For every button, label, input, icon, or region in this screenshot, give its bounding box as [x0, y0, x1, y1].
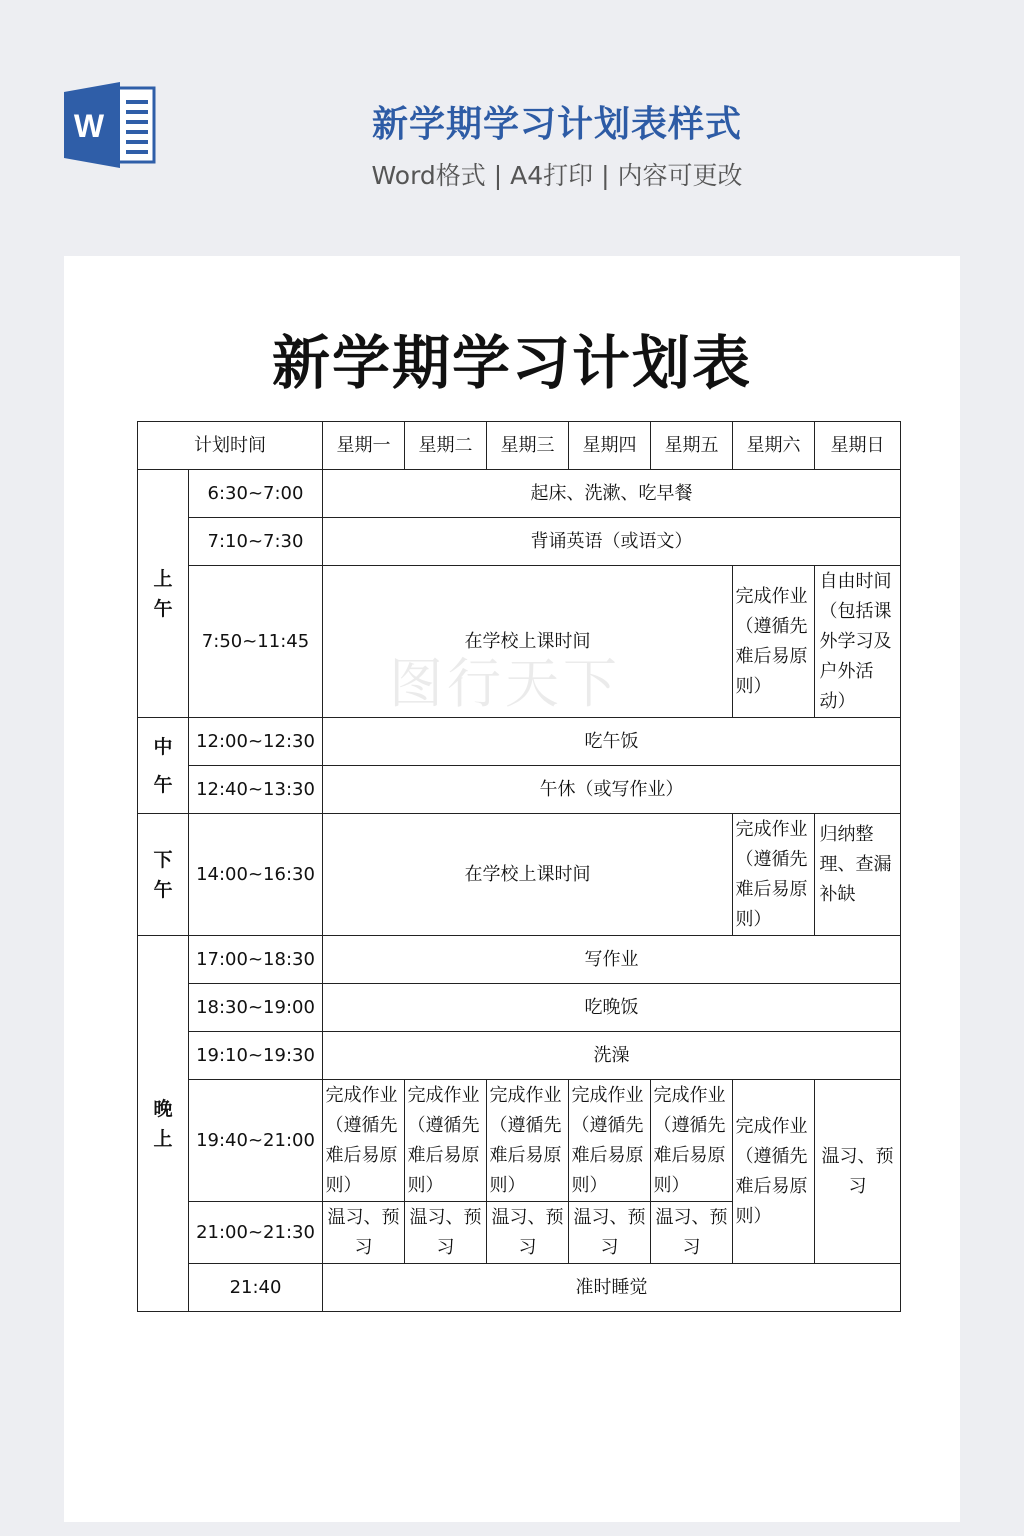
activity-cell: 写作业 [323, 936, 901, 984]
saturday-cell: 完成作业（遵循先难后易原则） [733, 1080, 815, 1264]
table-row [138, 470, 901, 518]
sunday-cell: 归纳整理、查漏补缺 [815, 814, 901, 936]
time-cell: 6:30~7:00 [189, 470, 323, 518]
friday-cell: 完成作业（遵循先难后易原则） [651, 1080, 733, 1202]
friday-cell: 温习、预习 [651, 1202, 733, 1264]
sunday-cell: 自由时间（包括课外学习及户外活动） [815, 566, 901, 718]
word-icon [64, 82, 156, 168]
activity-cell: 背诵英语（或语文） [323, 518, 901, 566]
table-row [138, 984, 901, 1032]
banner-subtitle: Word格式 | A4打印 | 内容可更改 [371, 161, 743, 190]
table-row [138, 566, 901, 718]
svg-text:W: W [73, 108, 105, 144]
header-saturday: 星期六 [733, 422, 815, 470]
period-morning: 上午 [138, 470, 189, 718]
activity-cell: 吃晚饭 [323, 984, 901, 1032]
wednesday-cell: 温习、预习 [487, 1202, 569, 1264]
header-thursday: 星期四 [569, 422, 651, 470]
period-afternoon: 下午 [138, 814, 189, 936]
activity-cell: 起床、洗漱、吃早餐 [323, 470, 901, 518]
time-cell: 18:30~19:00 [189, 984, 323, 1032]
watermark: 图行天下 [389, 652, 621, 715]
saturday-cell: 完成作业（遵循先难后易原则） [733, 814, 815, 936]
activity-cell: 在学校上课时间 [323, 814, 733, 936]
wednesday-cell: 完成作业（遵循先难后易原则） [487, 1080, 569, 1202]
table-header-row [138, 422, 901, 470]
table-row [138, 766, 901, 814]
time-cell: 19:40~21:00 [189, 1080, 323, 1202]
header-tuesday: 星期二 [405, 422, 487, 470]
time-cell: 21:00~21:30 [189, 1202, 323, 1264]
time-cell: 7:50~11:45 [189, 566, 323, 718]
activity-cell: 吃午饭 [323, 718, 901, 766]
document-title: 新学期学习计划表 [271, 329, 752, 397]
sunday-cell: 温习、预习 [815, 1080, 901, 1264]
thursday-cell: 完成作业（遵循先难后易原则） [569, 1080, 651, 1202]
table-row [138, 1080, 901, 1202]
activity-cell: 准时睡觉 [323, 1264, 901, 1312]
time-cell: 17:00~18:30 [189, 936, 323, 984]
time-cell: 19:10~19:30 [189, 1032, 323, 1080]
time-cell: 21:40 [189, 1264, 323, 1312]
banner-title: 新学期学习计划表样式 [371, 104, 742, 145]
thursday-cell: 温习、预习 [569, 1202, 651, 1264]
table-row [138, 518, 901, 566]
schedule-table [137, 421, 901, 1312]
time-cell: 12:40~13:30 [189, 766, 323, 814]
activity-cell: 午休（或写作业） [323, 766, 901, 814]
table-row [138, 814, 901, 936]
table-row [138, 1032, 901, 1080]
monday-cell: 完成作业（遵循先难后易原则） [323, 1080, 405, 1202]
header-plan-time: 计划时间 [138, 422, 323, 470]
time-cell: 12:00~12:30 [189, 718, 323, 766]
monday-cell: 温习、预习 [323, 1202, 405, 1264]
period-evening: 晚上 [138, 936, 189, 1312]
activity-cell: 洗澡 [323, 1032, 901, 1080]
document-page [64, 256, 960, 1522]
time-cell: 7:10~7:30 [189, 518, 323, 566]
header-wednesday: 星期三 [487, 422, 569, 470]
table-row [138, 1264, 901, 1312]
table-row [138, 936, 901, 984]
tuesday-cell: 完成作业（遵循先难后易原则） [405, 1080, 487, 1202]
saturday-cell: 完成作业（遵循先难后易原则） [733, 566, 815, 718]
table-row [138, 718, 901, 766]
header-monday: 星期一 [323, 422, 405, 470]
period-noon: 中午 [138, 718, 189, 814]
tuesday-cell: 温习、预习 [405, 1202, 487, 1264]
header-sunday: 星期日 [815, 422, 901, 470]
activity-cell: 在学校上课时间 [323, 566, 733, 718]
time-cell: 14:00~16:30 [189, 814, 323, 936]
banner [0, 0, 1024, 230]
header-friday: 星期五 [651, 422, 733, 470]
